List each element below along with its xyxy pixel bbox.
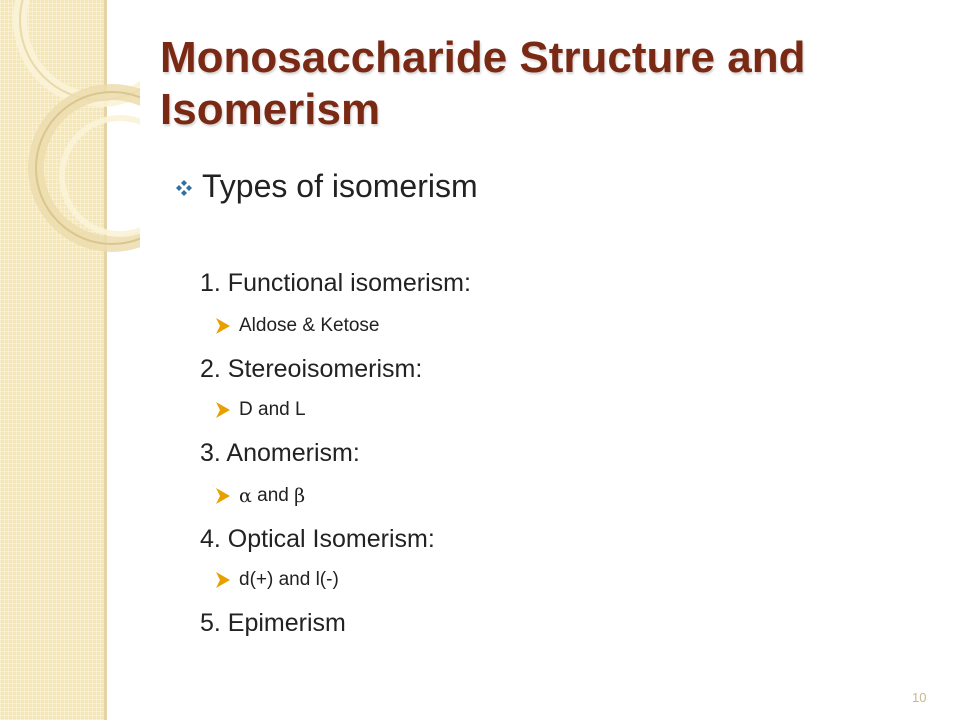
sub-item-text: Aldose & Ketose xyxy=(239,315,380,336)
sub-item xyxy=(216,398,306,422)
sub-item-text: d(+) and l(-) xyxy=(239,569,339,590)
arrow-right-icon xyxy=(216,402,230,418)
list-item: 5. Epimerism xyxy=(200,609,346,637)
four-diamond-icon xyxy=(176,180,192,196)
main-bullet-text: Types of isomerism xyxy=(202,168,478,204)
sub-item xyxy=(216,568,339,592)
slide-title: Monosaccharide Structure and Isomerism xyxy=(160,33,806,134)
sub-item xyxy=(216,484,305,508)
sub-item-text: D and L xyxy=(239,399,306,420)
main-bullet xyxy=(176,166,478,206)
sub-item-text: and xyxy=(257,485,289,506)
decorative-circles-icon xyxy=(0,0,140,260)
list-item: 2. Stereoisomerism: xyxy=(200,355,423,383)
list-item: 3. Anomerism: xyxy=(200,439,360,467)
list-item: 1. Functional isomerism: xyxy=(200,269,471,297)
alpha-symbol: α xyxy=(239,485,252,507)
page-number: 10 xyxy=(912,690,927,705)
list-item: 4. Optical Isomerism: xyxy=(200,525,435,553)
arrow-right-icon xyxy=(216,488,230,504)
sub-item xyxy=(216,314,379,338)
beta-symbol: β xyxy=(294,485,306,507)
arrow-right-icon xyxy=(216,572,230,588)
arrow-right-icon xyxy=(216,318,230,334)
